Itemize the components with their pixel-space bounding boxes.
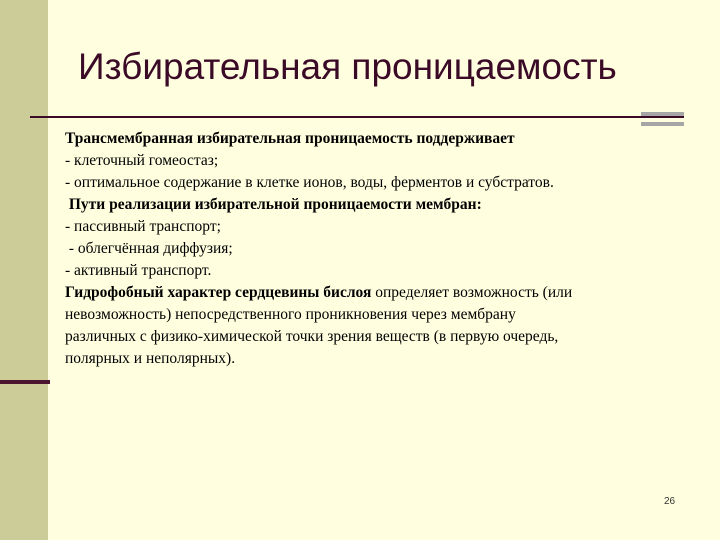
body-line-2: - клеточный гомеостаз; xyxy=(65,152,219,169)
body-line-8-rest: определяет возможность (или xyxy=(371,284,573,301)
body-line-1-bold: Трансмембранная избирательная проницаемость поддерживает xyxy=(65,130,515,147)
body-line-7: - активный транспорт. xyxy=(65,262,212,279)
title-underline-accent-bottom xyxy=(641,122,684,126)
left-band-accent-line xyxy=(0,380,50,384)
body-line-9: невозможность) непосредственного проникновения через мембрану xyxy=(65,306,516,323)
slide-title: Избирательная проницаемость xyxy=(78,46,617,87)
body-line-4 xyxy=(65,194,685,216)
body-line-10: различных с физико-химической точки зрения веществ (в первую очередь, xyxy=(65,328,559,345)
body-line-4-bold: Пути реализации избирательной проницаемости мембран: xyxy=(68,196,482,213)
body-line-5: - пассивный транспорт; xyxy=(65,218,221,235)
left-decor-band xyxy=(0,0,48,540)
title-underline xyxy=(30,116,684,118)
body-line-8 xyxy=(65,282,685,304)
body-line-11: полярных и неполярных). xyxy=(65,350,236,367)
body-line-3: - оптимальное содержание в клетке ионов, воды, ферментов и субстратов. xyxy=(65,174,554,191)
body-line-1 xyxy=(65,128,685,150)
title-underline-accent-top xyxy=(641,112,684,116)
body-line-8-bold: Гидрофобный характер сердцевины бислоя xyxy=(65,284,372,301)
body-line-6 xyxy=(65,238,685,260)
page-number: 26 xyxy=(664,496,676,507)
body-line-6-text: - облегчённая диффузия; xyxy=(68,240,233,257)
slide-body xyxy=(65,128,685,370)
